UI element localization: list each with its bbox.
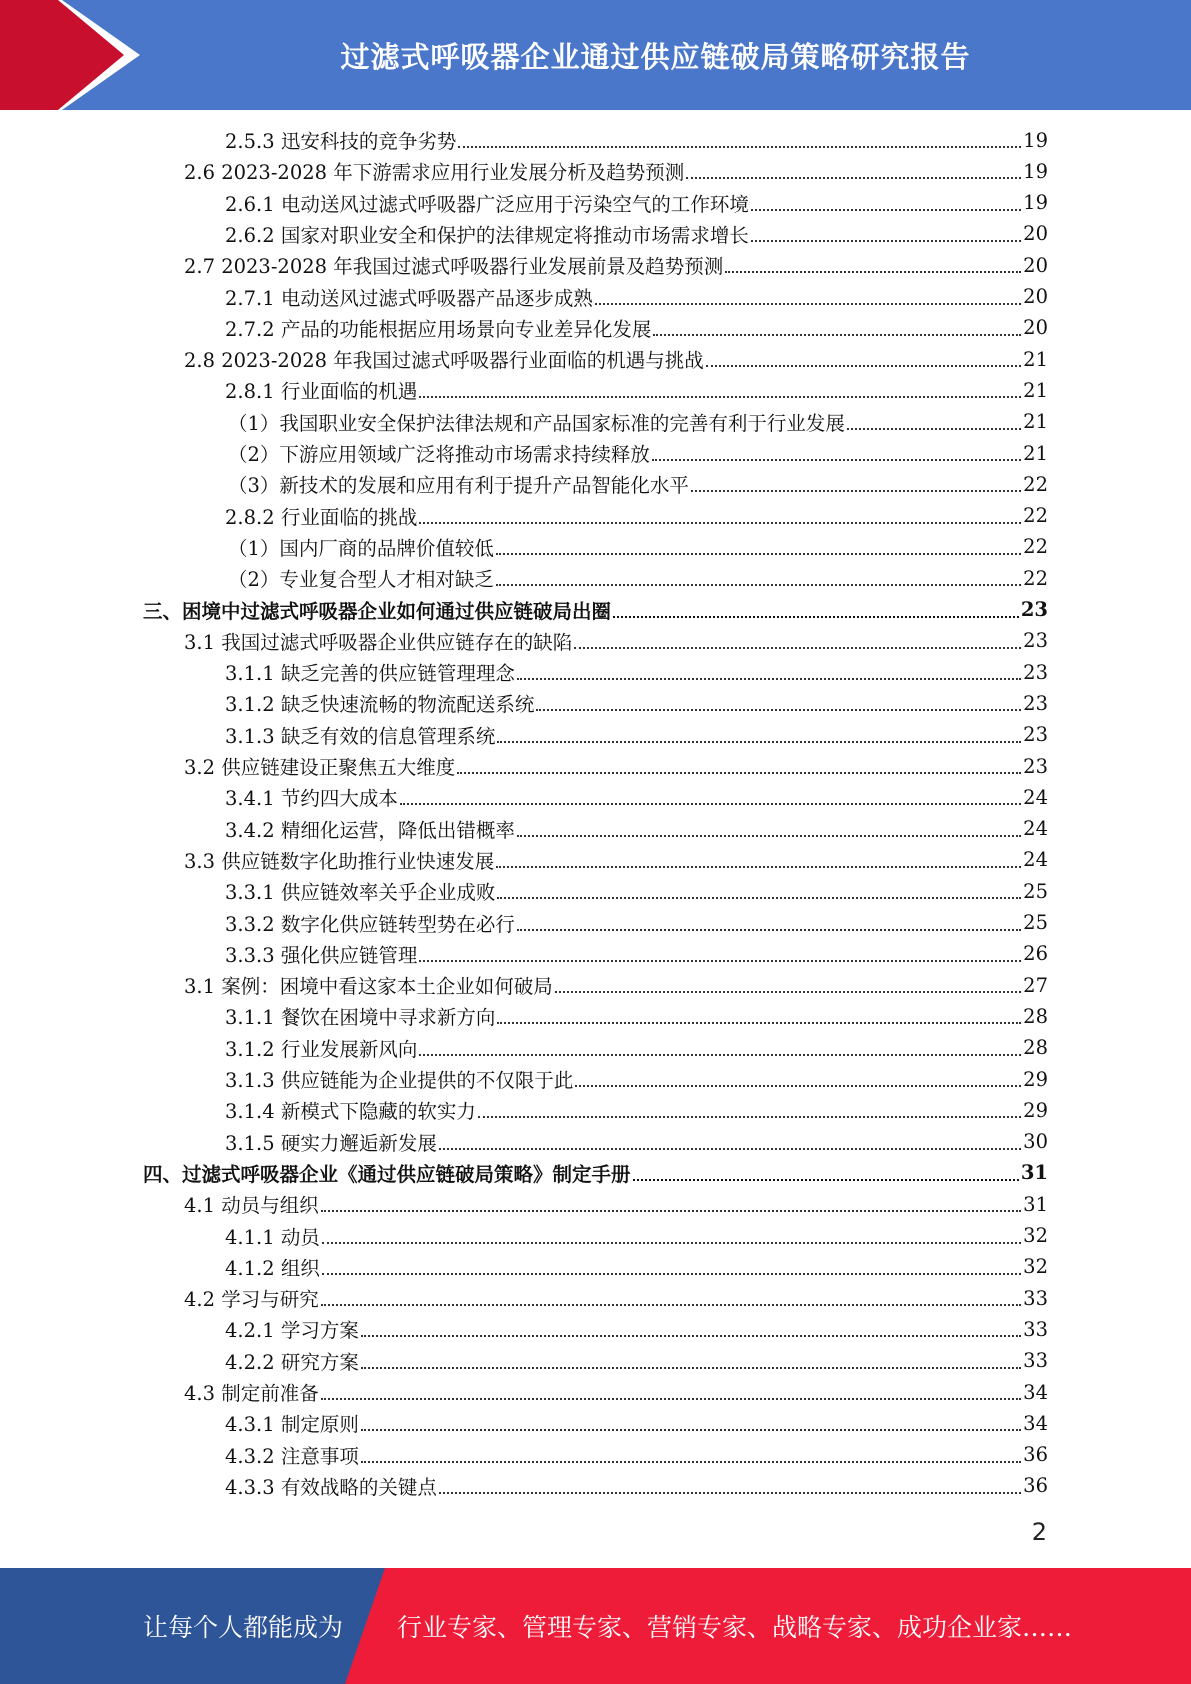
toc-leader-dots (361, 1367, 1021, 1369)
toc-entry-title: 4.2.1 学习方案 (225, 1319, 359, 1343)
toc-entry[interactable] (225, 1001, 1048, 1031)
toc-entry[interactable] (228, 563, 1048, 593)
toc-leader-dots (419, 396, 1021, 398)
toc-entry-title: 2.6.2 国家对职业安全和保护的法律规定将推动市场需求增长 (225, 223, 749, 247)
toc-entry[interactable] (225, 313, 1048, 343)
footer-slogan-right: 行业专家、管理专家、营销专家、战略专家、成功企业家…… (397, 1613, 1073, 1642)
toc-leader-dots (457, 772, 1021, 774)
toc-leader-dots (706, 365, 1021, 367)
toc-entry[interactable] (225, 908, 1048, 938)
toc-leader-dots (652, 459, 1021, 461)
toc-leader-dots (536, 709, 1021, 711)
toc-entry-page: 22 (1023, 504, 1048, 528)
toc-entry-title: 4.1.2 组织 (225, 1256, 320, 1280)
toc-entry-title: 三、困境中过滤式呼吸器企业如何通过供应链破局出圈 (143, 599, 612, 623)
toc-entry-title: 3.1.2 行业发展新风向 (225, 1037, 418, 1061)
toc-leader-dots (497, 741, 1021, 743)
toc-entry[interactable] (225, 720, 1048, 750)
toc-entry[interactable] (225, 876, 1048, 906)
toc-leader-dots (458, 146, 1021, 148)
toc-leader-dots (496, 584, 1021, 586)
toc-entry-title: （1）国内厂商的品牌价值较低 (228, 536, 494, 560)
toc-entry-title: 2.8 2023-2028 年我国过滤式呼吸器行业面临的机遇与挑战 (184, 349, 704, 373)
toc-leader-dots (633, 1179, 1019, 1181)
toc-entry-page: 25 (1023, 879, 1048, 903)
toc-entry-page: 29 (1023, 1067, 1048, 1091)
toc-leader-dots (847, 428, 1021, 430)
toc-entry-page: 21 (1023, 410, 1048, 434)
toc-entry-page: 36 (1023, 1443, 1048, 1467)
toc-entry-title: 4.1 动员与组织 (184, 1194, 319, 1218)
toc-leader-dots (497, 897, 1021, 899)
toc-entry[interactable] (225, 814, 1048, 844)
toc-leader-dots (322, 1273, 1021, 1275)
toc-entry[interactable] (225, 657, 1048, 687)
toc-leader-dots (517, 835, 1021, 837)
toc-entry[interactable] (228, 532, 1048, 562)
toc-entry-page: 29 (1023, 1098, 1048, 1122)
toc-entry-page: 31 (1023, 1192, 1048, 1216)
toc-entry-title: 3.1.3 缺乏有效的信息管理系统 (225, 724, 496, 748)
toc-entry-page: 36 (1023, 1474, 1048, 1498)
toc-entry[interactable] (225, 219, 1048, 249)
toc-entry[interactable] (225, 1033, 1048, 1063)
toc-entry-title: 4.3.3 有效战略的关键点 (225, 1475, 437, 1499)
toc-leader-dots (595, 303, 1021, 305)
toc-entry-title: 2.6 2023-2028 年下游需求应用行业发展分析及趋势预测 (184, 161, 685, 185)
toc-entry[interactable] (225, 282, 1048, 312)
toc-entry-page: 25 (1023, 911, 1048, 934)
toc-leader-dots (419, 1054, 1021, 1056)
toc-entry[interactable] (225, 501, 1048, 531)
toc-leader-dots (496, 866, 1021, 868)
toc-entry-title: 3.4.2 精细化运营，降低出错概率 (225, 818, 515, 842)
toc-leader-dots (517, 929, 1021, 931)
toc-entry[interactable] (225, 782, 1048, 812)
toc-entry[interactable] (184, 1283, 1048, 1313)
toc-leader-dots (321, 1304, 1021, 1306)
toc-entry[interactable] (184, 845, 1048, 875)
toc-leader-dots (555, 991, 1021, 993)
page-header (0, 0, 1191, 110)
toc-leader-dots (691, 490, 1021, 492)
toc-entry-title: 3.4.1 节约四大成本 (225, 787, 398, 811)
toc-leader-dots (613, 616, 1019, 618)
toc-leader-dots (751, 240, 1021, 242)
toc-entry[interactable] (225, 1127, 1048, 1157)
toc-entry-title: 3.3 供应链数字化助推行业快速发展 (184, 849, 495, 873)
toc-entry-title: 4.3.1 制定原则 (225, 1413, 359, 1437)
toc-entry-page: 33 (1023, 1349, 1048, 1373)
toc-entry[interactable] (225, 1440, 1048, 1470)
toc-entry[interactable] (184, 1377, 1048, 1407)
toc-leader-dots (322, 1242, 1021, 1244)
toc-entry-page: 32 (1023, 1224, 1048, 1247)
toc-entry-page: 21 (1023, 441, 1048, 465)
toc-leader-dots (361, 1461, 1021, 1463)
toc-entry[interactable] (225, 1346, 1048, 1376)
toc-entry-page: 32 (1023, 1255, 1048, 1279)
toc-entry-page: 28 (1023, 1036, 1048, 1060)
toc-entry-title: 3.1.2 缺乏快速流畅的物流配送系统 (225, 693, 535, 717)
toc-entry-page: 26 (1023, 942, 1048, 966)
report-title: 过滤式呼吸器企业通过供应链破局策略研究报告 (340, 39, 971, 74)
toc-entry-title: 3.1.1 缺乏完善的供应链管理理念 (225, 662, 515, 686)
toc-entry-title: 2.8.1 行业面临的机遇 (225, 380, 418, 404)
page-footer (0, 1568, 1191, 1684)
toc-leader-dots (653, 334, 1021, 336)
toc-leader-dots (575, 1085, 1021, 1087)
toc-leader-dots (400, 803, 1021, 805)
toc-entry[interactable] (184, 751, 1048, 781)
toc-entry-page: 33 (1023, 1286, 1048, 1310)
toc-entry-page: 23 (1023, 691, 1048, 715)
toc-entry[interactable] (225, 1314, 1048, 1344)
toc-leader-dots (725, 271, 1021, 273)
toc-entry[interactable] (184, 156, 1048, 186)
toc-entry-page: 23 (1023, 629, 1048, 653)
toc-entry[interactable] (184, 970, 1048, 1000)
toc-entry[interactable] (225, 1252, 1048, 1282)
toc-entry-title: 4.2 学习与研究 (184, 1288, 319, 1312)
toc-leader-dots (439, 1492, 1021, 1494)
toc-entry-page: 19 (1023, 159, 1048, 183)
toc-entry[interactable] (184, 626, 1048, 656)
toc-entry-page: 19 (1023, 128, 1048, 152)
toc-leader-dots (517, 678, 1021, 680)
toc-entry-title: 2.5.3 迅安科技的竞争劣势 (225, 130, 457, 153)
toc-entry-title: 4.2.2 研究方案 (225, 1350, 359, 1374)
toc-entry-page: 33 (1023, 1317, 1048, 1341)
toc-entry-title: （2）专业复合型人才相对缺乏 (228, 568, 494, 592)
toc-entry-page: 23 (1020, 598, 1048, 621)
toc-entry[interactable] (184, 250, 1048, 280)
toc-leader-dots (361, 1335, 1021, 1337)
toc-entry-title: （2）下游应用领域广泛将推动市场需求持续释放 (228, 443, 650, 466)
toc-entry-page: 23 (1023, 660, 1048, 684)
toc-entry-title: 3.3.3 强化供应链管理 (225, 943, 418, 967)
toc-entry[interactable] (225, 188, 1048, 218)
toc-entry[interactable] (143, 595, 1048, 625)
toc-leader-dots (439, 1148, 1021, 1150)
toc-entry-title: 3.1.3 供应链能为企业提供的不仅限于此 (225, 1069, 574, 1092)
toc-entry-title: （3）新技术的发展和应用有利于提升产品智能化水平 (228, 474, 689, 498)
toc-entry[interactable] (225, 1064, 1048, 1094)
toc-entry[interactable] (225, 1408, 1048, 1438)
toc-entry-title: 3.2 供应链建设正聚焦五大维度 (184, 756, 456, 779)
toc-entry-page: 34 (1023, 1411, 1048, 1435)
toc-entry-title: 4.1.1 动员 (225, 1225, 320, 1249)
toc-entry-title: 3.1 案例：困境中看这家本土企业如何破局 (184, 975, 553, 999)
toc-entry-page: 24 (1023, 848, 1048, 872)
toc-entry[interactable] (225, 688, 1048, 718)
toc-entry[interactable] (228, 407, 1048, 437)
toc-leader-dots (574, 647, 1021, 649)
toc-entry[interactable] (184, 344, 1048, 374)
toc-entry[interactable] (184, 1189, 1048, 1219)
toc-entry-title: （1）我国职业安全保护法律法规和产品国家标准的完善有利于行业发展 (228, 411, 845, 435)
toc-entry-title: 2.8.2 行业面临的挑战 (225, 505, 418, 529)
toc-leader-dots (496, 553, 1021, 555)
toc-entry-title: 3.3.1 供应链效率关乎企业成败 (225, 881, 496, 905)
toc-leader-dots (478, 1116, 1021, 1118)
toc-entry-page: 28 (1023, 1004, 1048, 1028)
toc-entry-page: 20 (1023, 222, 1048, 246)
toc-leader-dots (419, 960, 1021, 962)
toc-leader-dots (419, 522, 1021, 524)
toc-entry-title: 2.7.2 产品的功能根据应用场景向专业差异化发展 (225, 317, 652, 341)
toc-entry-title: 3.1.4 新模式下隐藏的软实力 (225, 1100, 476, 1124)
toc-entry-title: 3.1.5 硬实力邂逅新发展 (225, 1131, 437, 1155)
toc-entry-page: 23 (1023, 754, 1048, 778)
toc-entry[interactable] (225, 1095, 1048, 1125)
toc-leader-dots (361, 1429, 1021, 1431)
toc-entry-title: 2.6.1 电动送风过滤式呼吸器广泛应用于污染空气的工作环境 (225, 192, 749, 216)
toc-entry[interactable] (225, 375, 1048, 405)
toc-entry-page: 21 (1023, 347, 1048, 371)
toc-entry-title: 4.3 制定前准备 (184, 1382, 319, 1405)
red-chevron-icon (0, 0, 160, 110)
toc-leader-dots (686, 177, 1021, 179)
toc-entry-title: 3.3.2 数字化供应链转型势在必行 (225, 912, 515, 936)
toc-leader-dots (751, 209, 1021, 211)
toc-entry-title: 3.1 我国过滤式呼吸器企业供应链存在的缺陷 (184, 630, 573, 654)
toc-entry-page: 22 (1023, 566, 1048, 590)
page-number: 2 (1031, 1518, 1047, 1546)
toc-leader-dots (321, 1398, 1021, 1400)
toc-entry-page: 24 (1023, 817, 1048, 841)
toc-entry[interactable] (225, 1471, 1048, 1501)
toc-entry[interactable] (228, 469, 1048, 499)
toc-entry[interactable] (143, 1158, 1048, 1188)
toc-entry-page: 27 (1023, 973, 1048, 997)
toc-entry-page: 21 (1023, 378, 1048, 402)
toc-entry-page: 22 (1023, 535, 1048, 559)
toc-entry-title: 2.7.1 电动送风过滤式呼吸器产品逐步成熟 (225, 286, 593, 310)
toc-leader-dots (497, 1022, 1021, 1024)
toc-entry-title: 4.3.2 注意事项 (225, 1444, 359, 1468)
toc-entry-title: 2.7 2023-2028 年我国过滤式呼吸器行业发展前景及趋势预测 (184, 255, 724, 279)
toc-entry-page: 30 (1023, 1130, 1048, 1154)
footer-slogan-left: 让每个人都能成为 (143, 1613, 344, 1642)
toc-entry-page: 31 (1020, 1161, 1048, 1185)
toc-entry[interactable] (225, 1221, 1048, 1251)
toc-entry-page: 34 (1023, 1380, 1048, 1404)
toc-entry-title: 四、过滤式呼吸器企业《通过供应链破局策略》制定手册 (143, 1162, 631, 1186)
toc-leader-dots (321, 1210, 1021, 1212)
toc-entry-title: 3.1.1 餐饮在困境中寻求新方向 (225, 1006, 496, 1030)
toc-entry[interactable] (228, 438, 1048, 468)
toc-entry-page: 23 (1023, 723, 1048, 747)
toc-entry-page: 20 (1023, 253, 1048, 277)
toc-entry-page: 20 (1023, 316, 1048, 340)
toc-entry[interactable] (225, 125, 1048, 155)
toc-entry-page: 20 (1023, 285, 1048, 308)
toc-entry-page: 24 (1023, 785, 1048, 809)
toc-entry[interactable] (225, 939, 1048, 969)
toc-entry-page: 22 (1023, 472, 1048, 496)
toc-entry-page: 19 (1023, 191, 1048, 215)
